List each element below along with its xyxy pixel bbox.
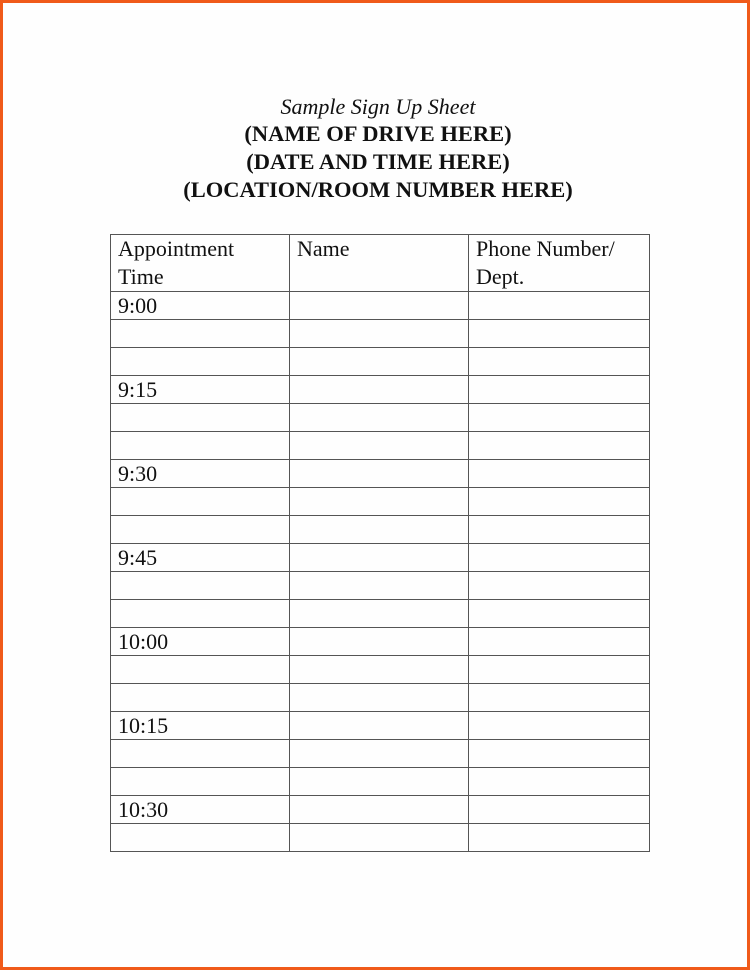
header-phone-line1: Phone Number/ xyxy=(476,236,615,261)
phone-cell[interactable] xyxy=(469,740,650,768)
phone-cell[interactable] xyxy=(469,544,650,572)
phone-cell[interactable] xyxy=(469,656,650,684)
time-cell: 10:15 xyxy=(111,712,290,740)
table-row xyxy=(111,404,650,432)
sheet-subtitle: Sample Sign Up Sheet xyxy=(280,94,476,119)
phone-cell[interactable] xyxy=(469,684,650,712)
name-cell[interactable] xyxy=(290,628,469,656)
phone-cell[interactable] xyxy=(469,516,650,544)
name-cell[interactable] xyxy=(290,292,469,320)
header-time-line1: Appointment xyxy=(118,236,235,261)
time-cell: 10:30 xyxy=(111,796,290,824)
phone-cell[interactable] xyxy=(469,768,650,796)
phone-cell[interactable] xyxy=(469,488,650,516)
time-cell xyxy=(111,516,290,544)
table-row xyxy=(111,320,650,348)
table-header-row xyxy=(111,235,650,292)
signup-table xyxy=(110,234,650,852)
table-row xyxy=(111,488,650,516)
name-cell[interactable] xyxy=(290,600,469,628)
table-row xyxy=(111,656,650,684)
table-row xyxy=(111,628,650,656)
phone-cell[interactable] xyxy=(469,712,650,740)
header-phone-line2: Dept. xyxy=(476,264,525,289)
table-row xyxy=(111,432,650,460)
table-row xyxy=(111,544,650,572)
time-cell xyxy=(111,320,290,348)
header-phone-dept xyxy=(469,235,650,292)
time-cell xyxy=(111,684,290,712)
time-cell xyxy=(111,432,290,460)
time-cell xyxy=(111,488,290,516)
name-cell[interactable] xyxy=(290,740,469,768)
table-row xyxy=(111,516,650,544)
time-cell xyxy=(111,656,290,684)
table-row xyxy=(111,796,650,824)
time-cell xyxy=(111,404,290,432)
table-row xyxy=(111,684,650,712)
table-row xyxy=(111,348,650,376)
location-heading: (LOCATION/ROOM NUMBER HERE) xyxy=(183,177,573,202)
name-cell[interactable] xyxy=(290,544,469,572)
name-cell[interactable] xyxy=(290,712,469,740)
phone-cell[interactable] xyxy=(469,376,650,404)
time-cell: 9:30 xyxy=(111,460,290,488)
time-cell xyxy=(111,740,290,768)
phone-cell[interactable] xyxy=(469,348,650,376)
phone-cell[interactable] xyxy=(469,320,650,348)
name-cell[interactable] xyxy=(290,796,469,824)
header-time-line2: Time xyxy=(118,264,164,289)
header-name-label: Name xyxy=(297,236,350,261)
time-cell xyxy=(111,572,290,600)
drive-name-heading: (NAME OF DRIVE HERE) xyxy=(244,121,512,146)
table-row xyxy=(111,712,650,740)
name-cell[interactable] xyxy=(290,572,469,600)
table-row xyxy=(111,824,650,852)
time-cell: 10:00 xyxy=(111,628,290,656)
phone-cell[interactable] xyxy=(469,628,650,656)
table-row xyxy=(111,600,650,628)
phone-cell[interactable] xyxy=(469,600,650,628)
name-cell[interactable] xyxy=(290,460,469,488)
header-appointment-time xyxy=(111,235,290,292)
title-block xyxy=(3,93,750,204)
table-row xyxy=(111,572,650,600)
time-cell xyxy=(111,600,290,628)
table-row xyxy=(111,768,650,796)
time-cell xyxy=(111,824,290,852)
time-cell: 9:45 xyxy=(111,544,290,572)
header-name xyxy=(290,235,469,292)
name-cell[interactable] xyxy=(290,684,469,712)
phone-cell[interactable] xyxy=(469,572,650,600)
time-cell: 9:15 xyxy=(111,376,290,404)
name-cell[interactable] xyxy=(290,348,469,376)
name-cell[interactable] xyxy=(290,824,469,852)
phone-cell[interactable] xyxy=(469,824,650,852)
time-cell xyxy=(111,348,290,376)
name-cell[interactable] xyxy=(290,404,469,432)
name-cell[interactable] xyxy=(290,516,469,544)
table-row xyxy=(111,740,650,768)
name-cell[interactable] xyxy=(290,656,469,684)
phone-cell[interactable] xyxy=(469,404,650,432)
phone-cell[interactable] xyxy=(469,796,650,824)
time-cell: 9:00 xyxy=(111,292,290,320)
name-cell[interactable] xyxy=(290,376,469,404)
table-row xyxy=(111,376,650,404)
name-cell[interactable] xyxy=(290,488,469,516)
date-time-heading: (DATE AND TIME HERE) xyxy=(246,149,510,174)
name-cell[interactable] xyxy=(290,320,469,348)
table-row xyxy=(111,460,650,488)
name-cell[interactable] xyxy=(290,768,469,796)
time-cell xyxy=(111,768,290,796)
table-row xyxy=(111,292,650,320)
phone-cell[interactable] xyxy=(469,460,650,488)
phone-cell[interactable] xyxy=(469,292,650,320)
name-cell[interactable] xyxy=(290,432,469,460)
phone-cell[interactable] xyxy=(469,432,650,460)
